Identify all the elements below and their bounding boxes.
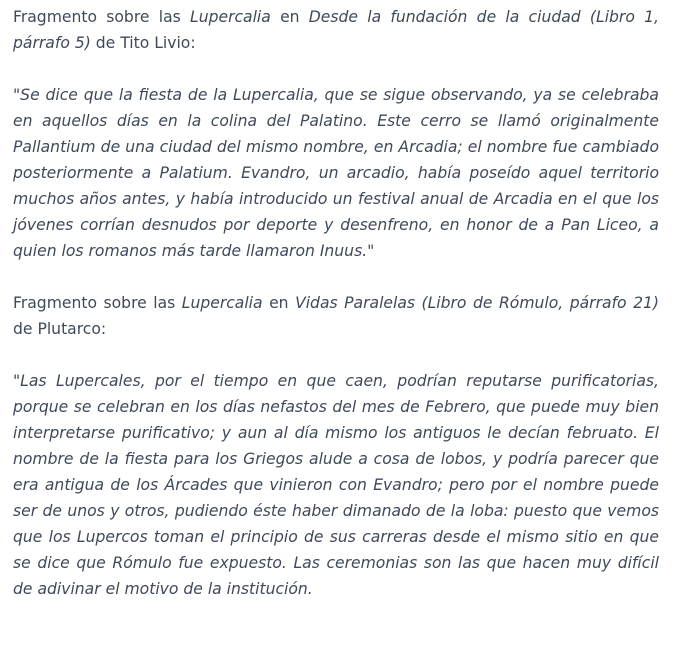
- plutarch-work-title: Vidas Paralelas (Libro de Rómulo, párrafo 21): [295, 294, 659, 312]
- livy-source-line: [13, 4, 659, 56]
- livy-work-title: Desde la fundación de la ciudad (Libro 1, párrafo 5): [13, 8, 659, 52]
- livy-source-connector: en: [270, 8, 309, 26]
- livy-topic-title: Lupercalia: [190, 8, 271, 26]
- plutarch-source-connector: en: [262, 294, 296, 312]
- article-body: [13, 4, 659, 602]
- plutarch-author: de Plutarco:: [13, 320, 107, 338]
- livy-quote: "Se dice que la fiesta de la Lupercalia, que se sigue observando, ya se celebraba en aquellos días en la colina del Palatino. Este cerro se llamó originalmente Pallantium de una ciudad del mismo nombre, en Arcadia; el nombre fue cambiado posteriormente a Palatium. Evandro, un arcadio, había poseído aquel territorio muchos años antes, y había introducido un festival anual de Arcadia en el que los jóvenes corrían desnudos por deporte y desenfreno, en honor de a Pan Liceo, a quien los romanos más tarde llamaron Inuus.": [13, 86, 659, 260]
- livy-source-prefix: Fragmento sobre las: [13, 8, 190, 26]
- livy-author: de Tito Livio:: [90, 34, 196, 52]
- plutarch-source-prefix: Fragmento sobre las: [13, 294, 182, 312]
- plutarch-source-line: [13, 290, 659, 342]
- plutarch-quote: "Las Lupercales, por el tiempo en que caen, podrían reputarse purificatorias, porque se celebran en los días nefastos del mes de Febrero, que puede muy bien interpretarse purificativo; y aun al día mismo los antiguos le decían februato. El nombre de la fiesta para los Griegos alude a cosa de lobos, y podría parecer que era antigua de los Árcades que vinieron con Evandro; pero por el nombre puede ser de unos y otros, pudiendo éste haber dimanado de la loba: puesto que vemos que los Lupercos toman el principio de sus carreras desde el mismo sitio en que se dice que Rómulo fue expuesto. Las ceremonias son las que hacen muy difícil de adivinar el motivo de la institución.: [13, 372, 659, 598]
- plutarch-topic-title: Lupercalia: [181, 294, 263, 312]
